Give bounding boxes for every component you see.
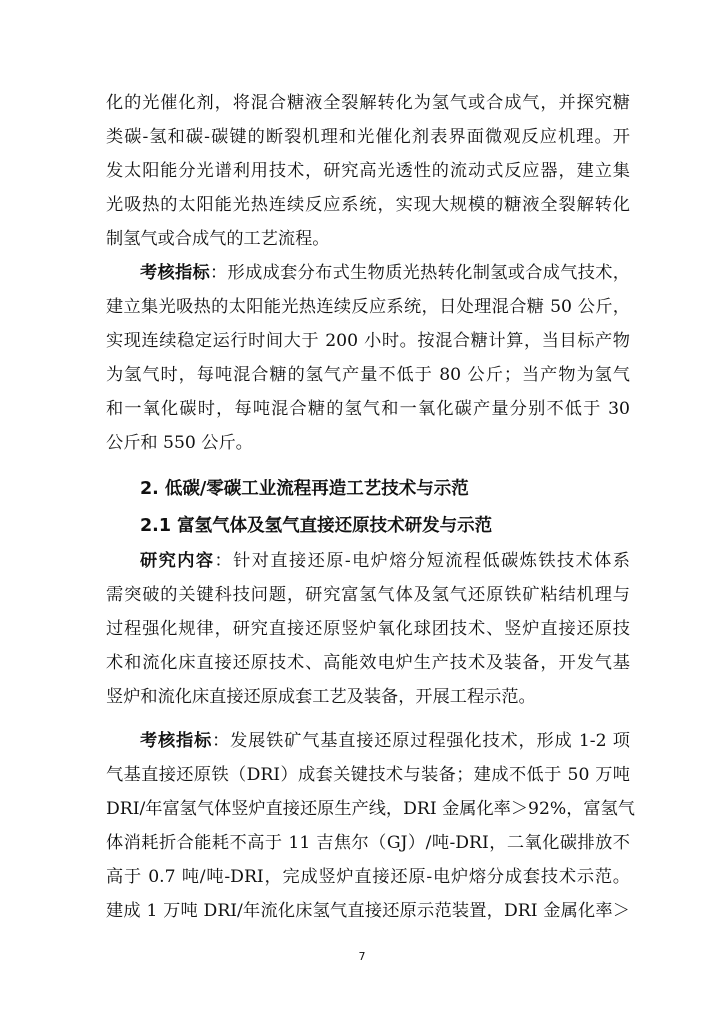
paragraph-line: 竖炉和流化床直接还原成套工艺及装备，开展工程示范。 xyxy=(106,687,536,707)
paragraph-first-line xyxy=(140,548,630,574)
paragraph-line: DRI/年富氢气体竖炉直接还原生产线，DRI 金属化率＞92%，富氢气 xyxy=(106,799,635,819)
paragraph-line: 过程强化规律，研究直接还原竖炉氧化球团技术、竖炉直接还原技 xyxy=(106,619,630,639)
paragraph-line: 实现连续稳定运行时间大于 200 小时。按混合糖计算，当目标产物 xyxy=(106,331,630,351)
paragraph-line: 发太阳能分光谱利用技术，研究高光透性的流动式反应器，建立集 xyxy=(106,161,630,181)
label-assessment-indicators: 考核指标 xyxy=(140,731,213,751)
paragraph-line: 为氢气时，每吨混合糖的氢气产量不低于 80 公斤；当产物为氢气 xyxy=(106,365,630,385)
paragraph-line: 类碳-氢和碳-碳键的断裂机理和光催化剂表界面微观反应机理。开 xyxy=(106,127,630,147)
paragraph-line: 高于 0.7 吨/吨-DRI，完成竖炉直接还原-电炉熔分成套技术示范。 xyxy=(106,867,630,887)
paragraph-text: ：发展铁矿气基直接还原过程强化技术，形成 1-2 项 xyxy=(212,731,630,751)
section-heading: 2. 低碳/零碳工业流程再造工艺技术与示范 xyxy=(140,479,469,499)
label-research-content: 研究内容 xyxy=(140,551,215,571)
paragraph-line: 需突破的关键科技问题，研究富氢气体及氢气还原铁矿粘结机理与 xyxy=(106,585,630,605)
paragraph-text: ：形成成套分布式生物质光热转化制氢或合成气技术， xyxy=(210,263,630,283)
paragraph-line: 建立集光吸热的太阳能光热连续反应系统，日处理混合糖 50 公斤， xyxy=(106,297,630,317)
paragraph-line: 建成 1 万吨 DRI/年流化床氢气直接还原示范装置，DRI 金属化率＞ xyxy=(106,901,630,921)
page-number: 7 xyxy=(358,950,366,963)
paragraph-first-line xyxy=(140,260,630,286)
label-assessment-indicators: 考核指标 xyxy=(140,263,211,283)
paragraph-line: 术和流化床直接还原技术、高能效电炉生产技术及装备，开发气基 xyxy=(106,653,630,673)
paragraph-line: 气基直接还原铁（DRI）成套关键技术与装备；建成不低于 50 万吨 xyxy=(106,765,630,785)
paragraph-line: 化的光催化剂，将混合糖液全裂解转化为氢气或合成气，并探究糖 xyxy=(106,93,630,113)
paragraph-first-line xyxy=(140,728,630,754)
paragraph-line: 公斤和 550 公斤。 xyxy=(106,433,253,453)
paragraph-line: 和一氧化碳时，每吨混合糖的氢气和一氧化碳产量分别不低于 30 xyxy=(106,399,630,419)
paragraph-line: 光吸热的太阳能光热连续反应系统，实现大规模的糖液全裂解转化 xyxy=(106,195,630,215)
subsection-heading: 2.1 富氢气体及氢气直接还原技术研发与示范 xyxy=(140,516,493,536)
paragraph-line: 制氢气或合成气的工艺流程。 xyxy=(106,229,330,249)
paragraph-text: ：针对直接还原-电炉熔分短流程低碳炼铁技术体系 xyxy=(214,551,630,571)
paragraph-line: 体消耗折合能耗不高于 11 吉焦尔（GJ）/吨-DRI，二氧化碳排放不 xyxy=(106,833,630,853)
